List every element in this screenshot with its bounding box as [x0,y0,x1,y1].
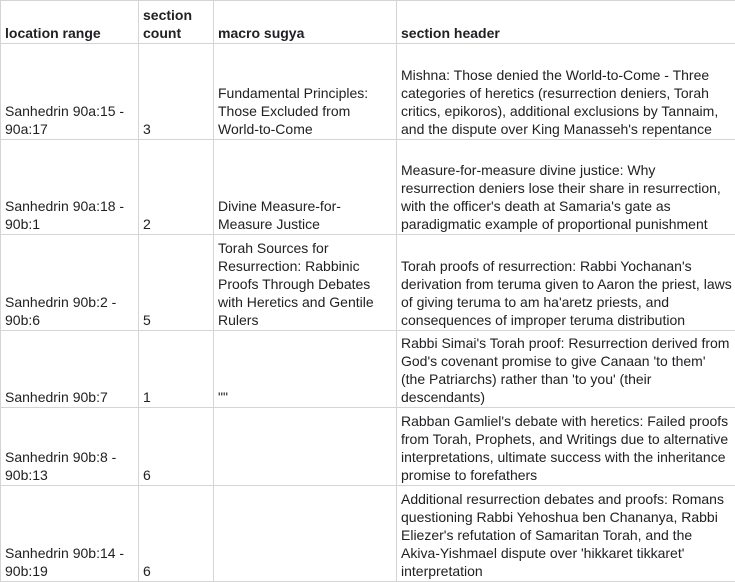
header-row [1,1,735,44]
section-count-cell[interactable]: 6 [139,408,214,486]
table-row [1,140,735,235]
column-header-section-count[interactable]: section count [139,1,214,44]
section-header-cell[interactable]: Mishna: Those denied the World-to-Come - Three categories of heretics (resurrection deniers, Torah critics, epikoros), additional exclusions by Tannaim, and the dispute over King Manasseh's repentance [397,44,735,140]
column-header-location-range[interactable]: location range [1,1,139,44]
section-header-cell[interactable]: Rabban Gamliel's debate with heretics: Failed proofs from Torah, Prophets, and Writings due to alternative interpretations, ultimate success with the inheritance promise to forefathers [397,408,735,486]
macro-sugya-cell[interactable]: Divine Measure-for-Measure Justice [214,140,397,235]
table-row [1,486,735,582]
location-range-cell[interactable]: Sanhedrin 90b:7 [1,331,139,408]
column-header-section-header[interactable]: section header [397,1,735,44]
location-range-cell[interactable]: Sanhedrin 90a:18 - 90b:1 [1,140,139,235]
location-range-cell[interactable]: Sanhedrin 90b:8 - 90b:13 [1,408,139,486]
location-range-cell[interactable]: Sanhedrin 90b:2 - 90b:6 [1,235,139,331]
column-header-macro-sugya[interactable]: macro sugya [214,1,397,44]
table-row [1,408,735,486]
macro-sugya-cell[interactable] [214,486,397,582]
table-row [1,331,735,408]
section-header-cell[interactable]: Measure-for-measure divine justice: Why resurrection deniers lose their share in resurrection, with the officer's death at Samaria's gate as paradigmatic example of proportional punishment [397,140,735,235]
section-count-cell[interactable]: 1 [139,331,214,408]
table-row [1,235,735,331]
section-count-cell[interactable]: 5 [139,235,214,331]
macro-sugya-cell[interactable]: Torah Sources for Resurrection: Rabbinic Proofs Through Debates with Heretics and Gentile Rulers [214,235,397,331]
macro-sugya-cell[interactable]: "" [214,331,397,408]
location-range-cell[interactable]: Sanhedrin 90a:15 - 90a:17 [1,44,139,140]
section-header-cell[interactable]: Rabbi Simai's Torah proof: Resurrection derived from God's covenant promise to give Canaan 'to them' (the Patriarchs) rather than 'to you' (their descendants) [397,331,735,408]
section-count-cell[interactable]: 3 [139,44,214,140]
section-header-cell[interactable]: Torah proofs of resurrection: Rabbi Yochanan's derivation from teruma given to Aaron the priest, laws of giving teruma to am ha'aretz priests, and consequences of improper teruma distribution [397,235,735,331]
section-header-cell[interactable]: Additional resurrection debates and proofs: Romans questioning Rabbi Yehoshua ben Chananya, Rabbi Eliezer's refutation of Samaritan Torah, and the Akiva-Yishmael dispute over 'hikkaret tikkaret' interpretation [397,486,735,582]
section-count-cell[interactable]: 2 [139,140,214,235]
section-count-cell[interactable]: 6 [139,486,214,582]
macro-sugya-cell[interactable] [214,408,397,486]
macro-sugya-cell[interactable]: Fundamental Principles: Those Excluded from World-to-Come [214,44,397,140]
table-row [1,44,735,140]
location-range-cell[interactable]: Sanhedrin 90b:14 - 90b:19 [1,486,139,582]
